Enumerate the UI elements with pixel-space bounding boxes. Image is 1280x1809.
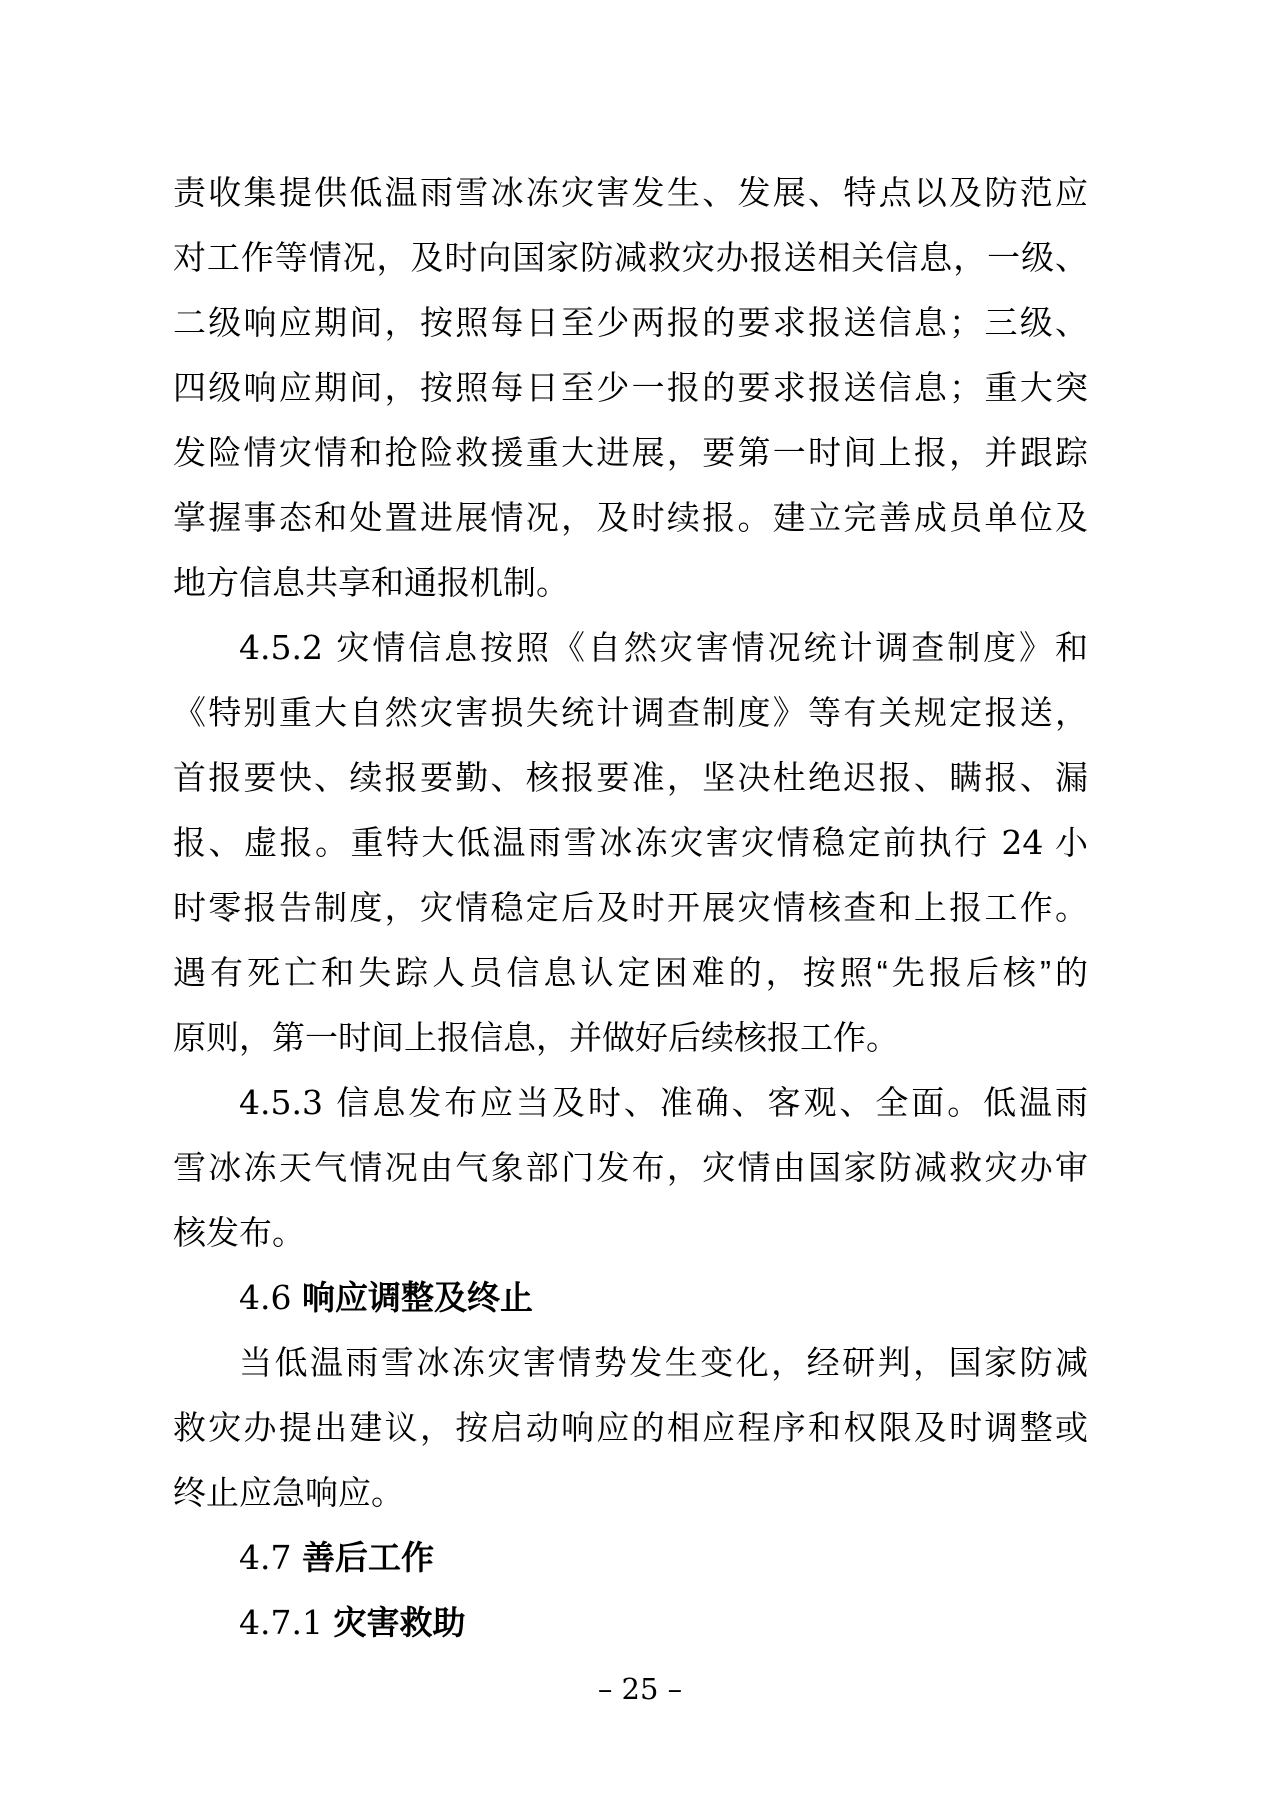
text-line [173,290,1088,355]
text-segment: 核发布。 [173,1214,305,1251]
text-line [173,1395,1088,1460]
text-line [173,875,1088,940]
text-segment: 发险情灾情和抢险救援重大进展，要第一时间上报，并跟踪 [173,434,1088,471]
text-line [173,160,1088,225]
page-number: – 25 – [597,1672,683,1706]
text-line [173,745,1088,810]
text-segment: 原则，第一时间上报信息，并做好后续核报工作。 [173,1019,899,1056]
text-segment: 24 [1001,823,1044,862]
text-segment: 对工作等情况，及时向国家防减救灾办报送相关信息，一级、 [173,239,1088,276]
text-segment: 灾害救助 [333,1604,466,1641]
text-segment: 当低温雨雪冰冻灾害情势发生变化，经研判，国家防减 [239,1344,1088,1381]
text-segment: 二级响应期间，按照每日至少两报的要求报送信息；三级、 [173,304,1088,341]
text-line [173,1330,1088,1395]
text-segment: 地方信息共享和通报机制。 [173,564,569,601]
text-segment: 4.6 [239,1278,302,1317]
text-line [173,420,1088,485]
text-segment: 响应调整及终止 [301,1279,533,1316]
text-line [173,680,1088,745]
text-segment: 4.5.2 [239,628,337,667]
text-line [173,940,1088,1005]
text-segment: 时零报告制度，灾情稳定后及时开展灾情核查和上报工作。 [173,889,1088,926]
text-line [173,1005,1088,1070]
text-segment: 灾情信息按照《自然灾害情况统计调查制度》和 [336,629,1088,666]
text-line [173,1265,1088,1330]
text-segment: 4.5.3 [239,1083,337,1122]
text-line [173,1460,1088,1525]
page-footer [0,1672,1280,1706]
text-line [173,1590,1088,1655]
text-segment: 信息发布应当及时、准确、客观、全面。低温雨 [336,1084,1088,1121]
text-line [173,485,1088,550]
text-line [173,1525,1088,1590]
text-block [173,160,1088,1655]
text-segment: 责收集提供低温雨雪冰冻灾害发生、发展、特点以及防范应 [173,174,1088,211]
text-segment: 遇有死亡和失踪人员信息认定困难的，按照“先报后核”的 [173,954,1088,991]
text-segment: 首报要快、续报要勤、核报要准，坚决杜绝迟报、瞒报、漏 [173,759,1088,796]
text-segment: 小 [1043,824,1089,861]
text-line [173,810,1088,875]
text-segment: 终止应急响应。 [173,1474,404,1511]
text-segment: 4.7 [239,1538,302,1577]
text-line [173,225,1088,290]
text-segment: 雪冰冻天气情况由气象部门发布，灾情由国家防减救灾办审 [173,1149,1088,1186]
text-segment: 救灾办提出建议，按启动响应的相应程序和权限及时调整或 [173,1409,1088,1446]
text-segment: 报、虚报。重特大低温雨雪冰冻灾害灾情稳定前执行 [173,824,1002,861]
text-segment: 四级响应期间，按照每日至少一报的要求报送信息；重大突 [173,369,1088,406]
text-line [173,1200,1088,1265]
text-segment: 掌握事态和处置进展情况，及时续报。建立完善成员单位及 [173,499,1088,536]
text-line [173,1135,1088,1200]
text-segment: 4.7.1 [239,1603,334,1642]
text-line [173,355,1088,420]
text-segment: 善后工作 [301,1539,434,1576]
text-line [173,550,1088,615]
text-line [173,615,1088,680]
text-line [173,1070,1088,1135]
text-segment: 《特别重大自然灾害损失统计调查制度》等有关规定报送， [173,694,1088,731]
